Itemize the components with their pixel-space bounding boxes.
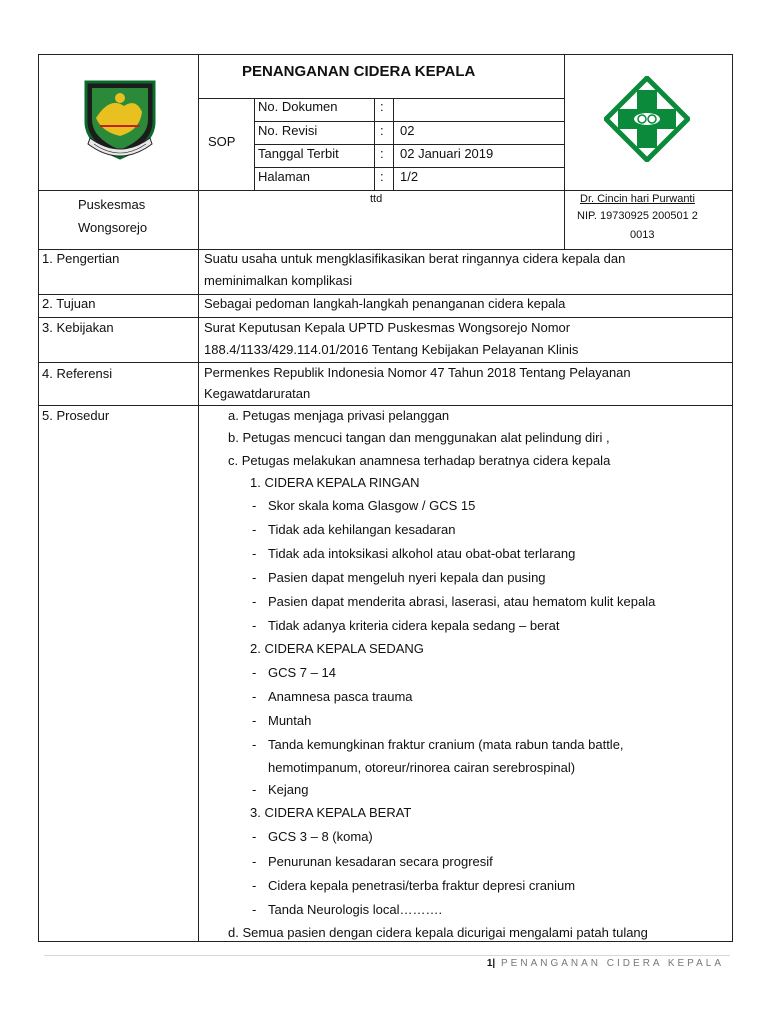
sedang-item: Tanda kemungkinan fraktur cranium (mata rabun tanda battle, (268, 737, 624, 752)
header-divider (198, 54, 199, 250)
content-divider (38, 317, 733, 318)
referensi-text-line1: Permenkes Republik Indonesia Nomor 47 Tahun 2018 Tentang Pelayanan (204, 365, 631, 380)
revision-label: No. Revisi (258, 123, 318, 138)
bullet-dash: - (252, 878, 257, 893)
header-divider (564, 54, 565, 250)
revision-sep: : (380, 123, 384, 138)
section-label-kebijakan: 3. Kebijakan (42, 320, 114, 335)
ringan-item: Pasien dapat mengeluh nyeri kepala dan pusing (268, 570, 546, 585)
bullet-dash: - (252, 594, 257, 609)
ringan-item: Tidak ada kehilangan kesadaran (268, 522, 456, 537)
sedang-item: GCS 7 – 14 (268, 665, 336, 680)
tujuan-text: Sebagai pedoman langkah-langkah penanganan cidera kepala (204, 296, 566, 311)
bullet-dash: - (252, 737, 257, 752)
ringan-item: Tidak ada intoksikasi alkohol atau obat-obat terlarang (268, 546, 576, 561)
prosedur-step-b: b. Petugas mencuci tangan dan menggunakan alat pelindung diri , (228, 430, 610, 445)
kebijakan-text-line2: 188.4/1133/429.114.01/2016 Tentang Kebijakan Pelayanan Klinis (204, 342, 579, 357)
berat-item: GCS 3 – 8 (koma) (268, 829, 373, 844)
bullet-dash: - (252, 689, 257, 704)
signature-placeholder: ttd (370, 193, 383, 205)
puskesmas-name-line2: Wongsorejo (78, 220, 148, 235)
content-divider (38, 405, 733, 406)
issue-date-label: Tanggal Terbit (258, 146, 339, 161)
section-label-pengertian: 1. Pengertian (42, 251, 120, 266)
bullet-dash: - (252, 782, 257, 797)
prosedur-step-a: a. Petugas menjaga privasi pelanggan (228, 408, 450, 423)
berat-title: 3. CIDERA KEPALA BERAT (250, 805, 412, 820)
content-divider (38, 294, 733, 295)
page-value: 1/2 (400, 169, 419, 184)
puskesmas-name-line1: Puskesmas (78, 197, 146, 212)
bullet-dash: - (252, 713, 257, 728)
content-divider (198, 249, 199, 942)
header-divider (254, 121, 564, 122)
doc-number-sep: : (380, 99, 384, 114)
ringan-item: Pasien dapat menderita abrasi, laserasi, atau hematom kulit kepala (268, 594, 656, 609)
regency-emblem-logo (80, 78, 160, 164)
footer-divider (44, 955, 730, 956)
ringan-title: 1. CIDERA KEPALA RINGAN (250, 475, 420, 490)
doc-number-label: No. Dokumen (258, 99, 338, 114)
document-title: PENANGANAN CIDERA KEPALA (242, 63, 476, 80)
prosedur-step-d: d. Semua pasien dengan cidera kepala dicurigai mengalami patah tulang (228, 925, 648, 940)
section-label-referensi: 4. Referensi (42, 366, 113, 381)
header-divider (254, 167, 564, 168)
bullet-dash: - (252, 522, 257, 537)
bullet-dash: - (252, 854, 257, 869)
berat-item: Tanda Neurologis local………. (268, 902, 443, 917)
signer-nip-line1: NIP. 19730925 200501 2 (577, 210, 698, 222)
ringan-item: Skor skala koma Glasgow / GCS 15 (268, 498, 476, 513)
footer-separator: | (492, 958, 496, 969)
berat-item: Penurunan kesadaran secara progresif (268, 854, 493, 869)
sedang-item: Muntah (268, 713, 312, 728)
sop-label: SOP (208, 134, 236, 149)
footer-page-number: 1 (486, 958, 493, 969)
prosedur-step-c: c. Petugas melakukan anamnesa terhadap beratnya cidera kepala (228, 453, 611, 468)
bullet-dash: - (252, 829, 257, 844)
bullet-dash: - (252, 546, 257, 561)
footer-title: PENANGANAN CIDERA KEPALA (501, 958, 724, 969)
sedang-item-continuation: hemotimpanum, otoreur/rinorea cairan serebrospinal) (268, 760, 576, 775)
revision-value: 02 (400, 123, 415, 138)
sedang-item: Kejang (268, 782, 309, 797)
content-divider (38, 362, 733, 363)
sedang-item: Anamnesa pasca trauma (268, 689, 413, 704)
bullet-dash: - (252, 618, 257, 633)
issue-date-value: 02 Januari 2019 (400, 146, 494, 161)
berat-item: Cidera kepala penetrasi/terba fraktur depresi cranium (268, 878, 576, 893)
section-label-prosedur: 5. Prosedur (42, 408, 110, 423)
sedang-title: 2. CIDERA KEPALA SEDANG (250, 641, 424, 656)
bullet-dash: - (252, 665, 257, 680)
signer-nip-line2: 0013 (630, 229, 655, 241)
bullet-dash: - (252, 902, 257, 917)
page-label: Halaman (258, 169, 311, 184)
issue-date-sep: : (380, 146, 384, 161)
referensi-text-line2: Kegawatdaruratan (204, 386, 311, 401)
pengertian-text-line2: meminimalkan komplikasi (204, 273, 353, 288)
bullet-dash: - (252, 570, 257, 585)
signer-name: Dr. Cincin hari Purwanti (580, 193, 695, 205)
kebijakan-text-line1: Surat Keputusan Kepala UPTD Puskesmas Wongsorejo Nomor (204, 320, 571, 335)
header-divider (254, 144, 564, 145)
header-divider (38, 190, 733, 191)
puskesmas-logo (604, 76, 690, 162)
page-sep: : (380, 169, 384, 184)
page-footer (487, 958, 724, 969)
bullet-dash: - (252, 498, 257, 513)
pengertian-text-line1: Suatu usaha untuk mengklasifikasikan berat ringannya cidera kepala dan (204, 251, 626, 266)
ringan-item: Tidak adanya kriteria cidera kepala sedang – berat (268, 618, 560, 633)
section-label-tujuan: 2. Tujuan (42, 296, 96, 311)
